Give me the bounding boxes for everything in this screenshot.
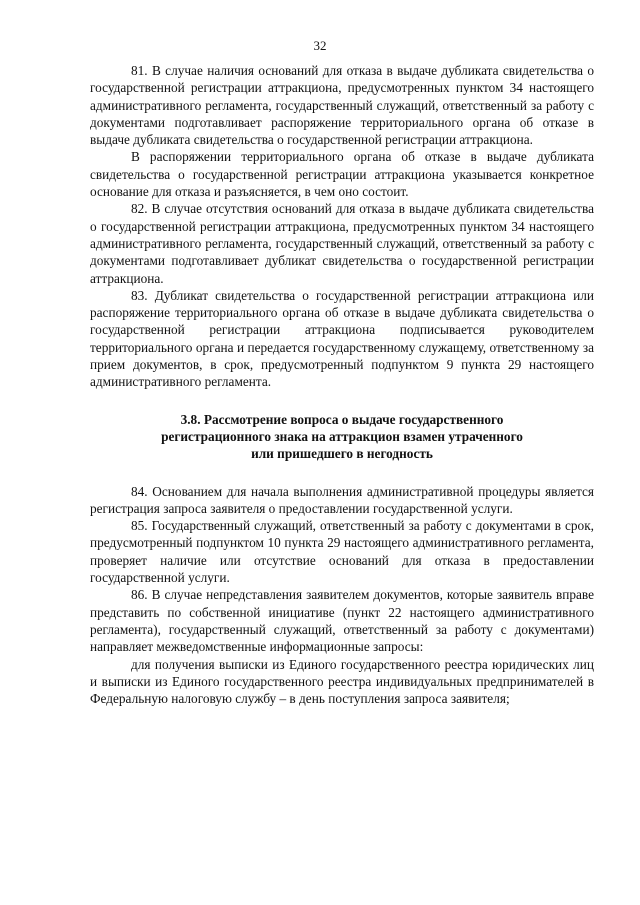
paragraph-86: 86. В случае непредставления заявителем документов, которые заявитель вправе представить по собственной инициативе (пункт 22 настоящего административного регламента), государственный служащий, ответственный за работу с документами) направляет межведомственные информационные запросы:: [90, 587, 594, 655]
paragraph-83: 83. Дубликат свидетельства о государственной регистрации аттракциона или распоряжение территориального органа об отказе в выдаче дубликата свидетельства о государственной регистрации аттракциона подписывается руководителем территориального органа и передается государственному служащему, ответственному за прием документов, в срок, предусмотренный подпунктом 9 пункта 29 настоящего административного регламента.: [90, 287, 594, 390]
paragraph-81-note: В распоряжении территориального органа об отказе в выдаче дубликата свидетельства о государственной регистрации аттракциона указывается конкретное основание для отказа и разъясняется, в чем оно состоит.: [90, 149, 594, 200]
document-body: [90, 62, 594, 707]
page-number: 32: [313, 38, 327, 53]
section-heading: [90, 411, 594, 463]
paragraph-84: 84. Основанием для начала выполнения административной процедуры является регистрация запроса заявителя о предоставлении государственной услуги.: [90, 483, 594, 516]
paragraph-85: 85. Государственный служащий, ответственный за работу с документами в срок, предусмотренный подпунктом 10 пункта 29 настоящего административного регламента, проверяет наличие или отсутствие оснований для отказа в предоставлении государственной услуги.: [90, 518, 594, 586]
section-heading-line-2: регистрационного знака на аттракцион взамен утраченного: [161, 428, 523, 444]
paragraph-81: 81. В случае наличия оснований для отказа в выдаче дубликата свидетельства о государственной регистрации аттракциона, предусмотренных пунктом 34 настоящего административного регламента, государственный служащий, ответственный за работу с документами подготавливает распоряжение территориального органа об отказе в выдаче дубликата свидетельства о государственной регистрации аттракциона.: [90, 63, 594, 148]
section-heading-line-3: или пришедшего в негодность: [251, 446, 433, 462]
paragraph-82: 82. В случае отсутствия оснований для отказа в выдаче дубликата свидетельства о государственной регистрации аттракциона, предусмотренных пунктом 34 настоящего административного регламента, государственный служащий, ответственный за работу с документами подготавливает дубликат свидетельства о государственной регистрации аттракциона.: [90, 201, 594, 286]
paragraph-86-item: для получения выписки из Единого государственного реестра юридических лиц и выписки из Единого государственного реестра индивидуальных предпринимателей в Федеральную налоговую службу – в день поступления запроса заявителя;: [90, 656, 594, 707]
section-heading-line-1: 3.8. Рассмотрение вопроса о выдаче государственного: [180, 411, 504, 427]
